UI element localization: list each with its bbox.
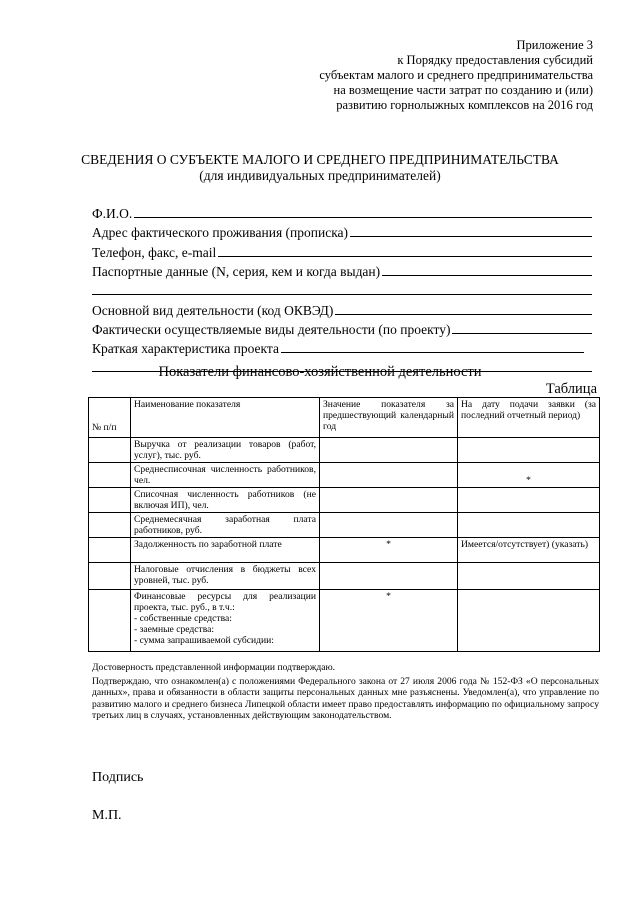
row-sub-item: - сумма запрашиваемой субсидии: [134, 635, 274, 646]
table-row [89, 590, 600, 652]
fio-label: Ф.И.О. [92, 206, 133, 222]
activity-line[interactable] [452, 333, 592, 334]
project-field[interactable] [92, 338, 584, 357]
phone-field[interactable] [92, 241, 592, 260]
table-row [89, 538, 600, 563]
row-sub-item: - заемные средства: [134, 624, 215, 635]
row-num [89, 488, 131, 513]
address-label: Адрес фактического проживания (прописка) [92, 225, 349, 241]
phone-label: Телефон, факс, e-mail [92, 244, 217, 260]
financial-table [88, 397, 600, 652]
row-num [89, 590, 131, 652]
stamp-label: М.П. [92, 808, 122, 823]
row-prev-value[interactable] [320, 488, 458, 513]
applicant-fields [92, 203, 592, 377]
okved-line[interactable] [335, 314, 592, 315]
row-prev-value[interactable]: * [320, 590, 458, 652]
passport-extra-line[interactable] [92, 280, 592, 295]
row-name: Среднесписочная численность работников, чел. [131, 463, 320, 488]
row-current-value[interactable] [458, 563, 600, 590]
note-paragraph-1: Достоверность представленной информации подтверждаю. [92, 662, 336, 673]
activity-label: Фактически осуществляемые виды деятельности (по проекту) [92, 322, 451, 338]
table-row [89, 438, 600, 463]
header-name: Наименование показателя [131, 398, 320, 438]
table-row [89, 513, 600, 538]
row-name: Среднемесячная заработная плата работников, руб. [131, 513, 320, 538]
row-name: Списочная численность работников (не включая ИП), чел. [131, 488, 320, 513]
activity-field[interactable] [92, 319, 592, 338]
row-num [89, 463, 131, 488]
project-line[interactable] [281, 352, 584, 353]
appendix-line: на возмещение части затрат по созданию и (или) [333, 83, 593, 97]
row-num [89, 563, 131, 590]
appendix-header [263, 38, 593, 113]
row-name: Задолженность по заработной плате [131, 538, 320, 563]
header-current: На дату подачи заявки (за последний отчетный период) [458, 398, 600, 438]
row-num [89, 438, 131, 463]
okved-field[interactable] [92, 300, 592, 319]
row-prev-value[interactable] [320, 513, 458, 538]
table-label: Таблица [545, 381, 597, 397]
header-prev: Значение показателя за предшествующий календарный год [320, 398, 458, 438]
address-field[interactable] [92, 222, 592, 241]
table-header-row [89, 398, 600, 438]
row-current-value[interactable] [458, 590, 600, 652]
okved-label: Основной вид деятельности (код ОКВЭД) [92, 302, 334, 318]
row-prev-value[interactable] [320, 563, 458, 590]
table-row [89, 488, 600, 513]
title-line-2: (для индивидуальных предпринимателей) [199, 168, 441, 183]
header-num: № п/п [89, 398, 131, 438]
appendix-line: Приложение 3 [516, 38, 593, 52]
row-num [89, 538, 131, 563]
table-row [89, 463, 600, 488]
signature-label: Подпись [92, 770, 144, 785]
table-row [89, 563, 600, 590]
document-title [0, 152, 640, 184]
appendix-line: развитию горнолыжных комплексов на 2016 год [336, 98, 593, 112]
appendix-line: субъектам малого и среднего предпринимательства [319, 68, 593, 82]
row-name-main: Финансовые ресурсы для реализации проекта, тыс. руб., в т.ч.: [134, 591, 316, 613]
address-line[interactable] [350, 236, 592, 237]
confirmation-notes [92, 662, 599, 724]
table-caption: Показатели финансово-хозяйственной деятельности [158, 364, 482, 380]
row-current-value[interactable]: Имеется/отсутствует) (указать) [458, 538, 600, 563]
fio-field[interactable] [92, 203, 592, 222]
row-prev-value[interactable] [320, 438, 458, 463]
row-current-value[interactable] [458, 438, 600, 463]
row-current-value[interactable] [458, 513, 600, 538]
row-current-value[interactable]: * [458, 463, 600, 488]
project-label: Краткая характеристика проекта [92, 341, 279, 357]
row-name [131, 590, 320, 652]
title-line-1: СВЕДЕНИЯ О СУБЪЕКТЕ МАЛОГО И СРЕДНЕГО ПРЕДПРИНИМАТЕЛЬСТВА [81, 152, 559, 167]
row-num [89, 513, 131, 538]
fio-line[interactable] [134, 217, 592, 218]
row-current-value[interactable] [458, 488, 600, 513]
passport-field[interactable] [92, 261, 592, 280]
row-prev-value[interactable]: * [320, 538, 458, 563]
row-prev-value[interactable] [320, 463, 458, 488]
appendix-line: к Порядку предоставления субсидий [397, 53, 593, 67]
phone-line[interactable] [218, 256, 592, 257]
passport-line[interactable] [382, 275, 592, 276]
note-paragraph-2: Подтверждаю, что ознакомлен(а) с положениями Федерального закона от 27 июля 2006 года № 152-ФЗ «О персональных данных», права и обязанности в области защиты персональных данных мне разъяснены. Уведомлен(а), что управление по развитию малого и среднего бизнеса Липецкой области имеет право предоставлять информацию по официальному запросу третьих лиц в случаях, установленных действующим законодательством. [92, 675, 599, 722]
row-name: Выручка от реализации товаров (работ, услуг), тыс. руб. [131, 438, 320, 463]
passport-label: Паспортные данные (N, серия, кем и когда выдан) [92, 263, 381, 279]
row-sub-item: - собственные средства: [134, 613, 232, 624]
row-name: Налоговые отчисления в бюджеты всех уровней, тыс. руб. [131, 563, 320, 590]
